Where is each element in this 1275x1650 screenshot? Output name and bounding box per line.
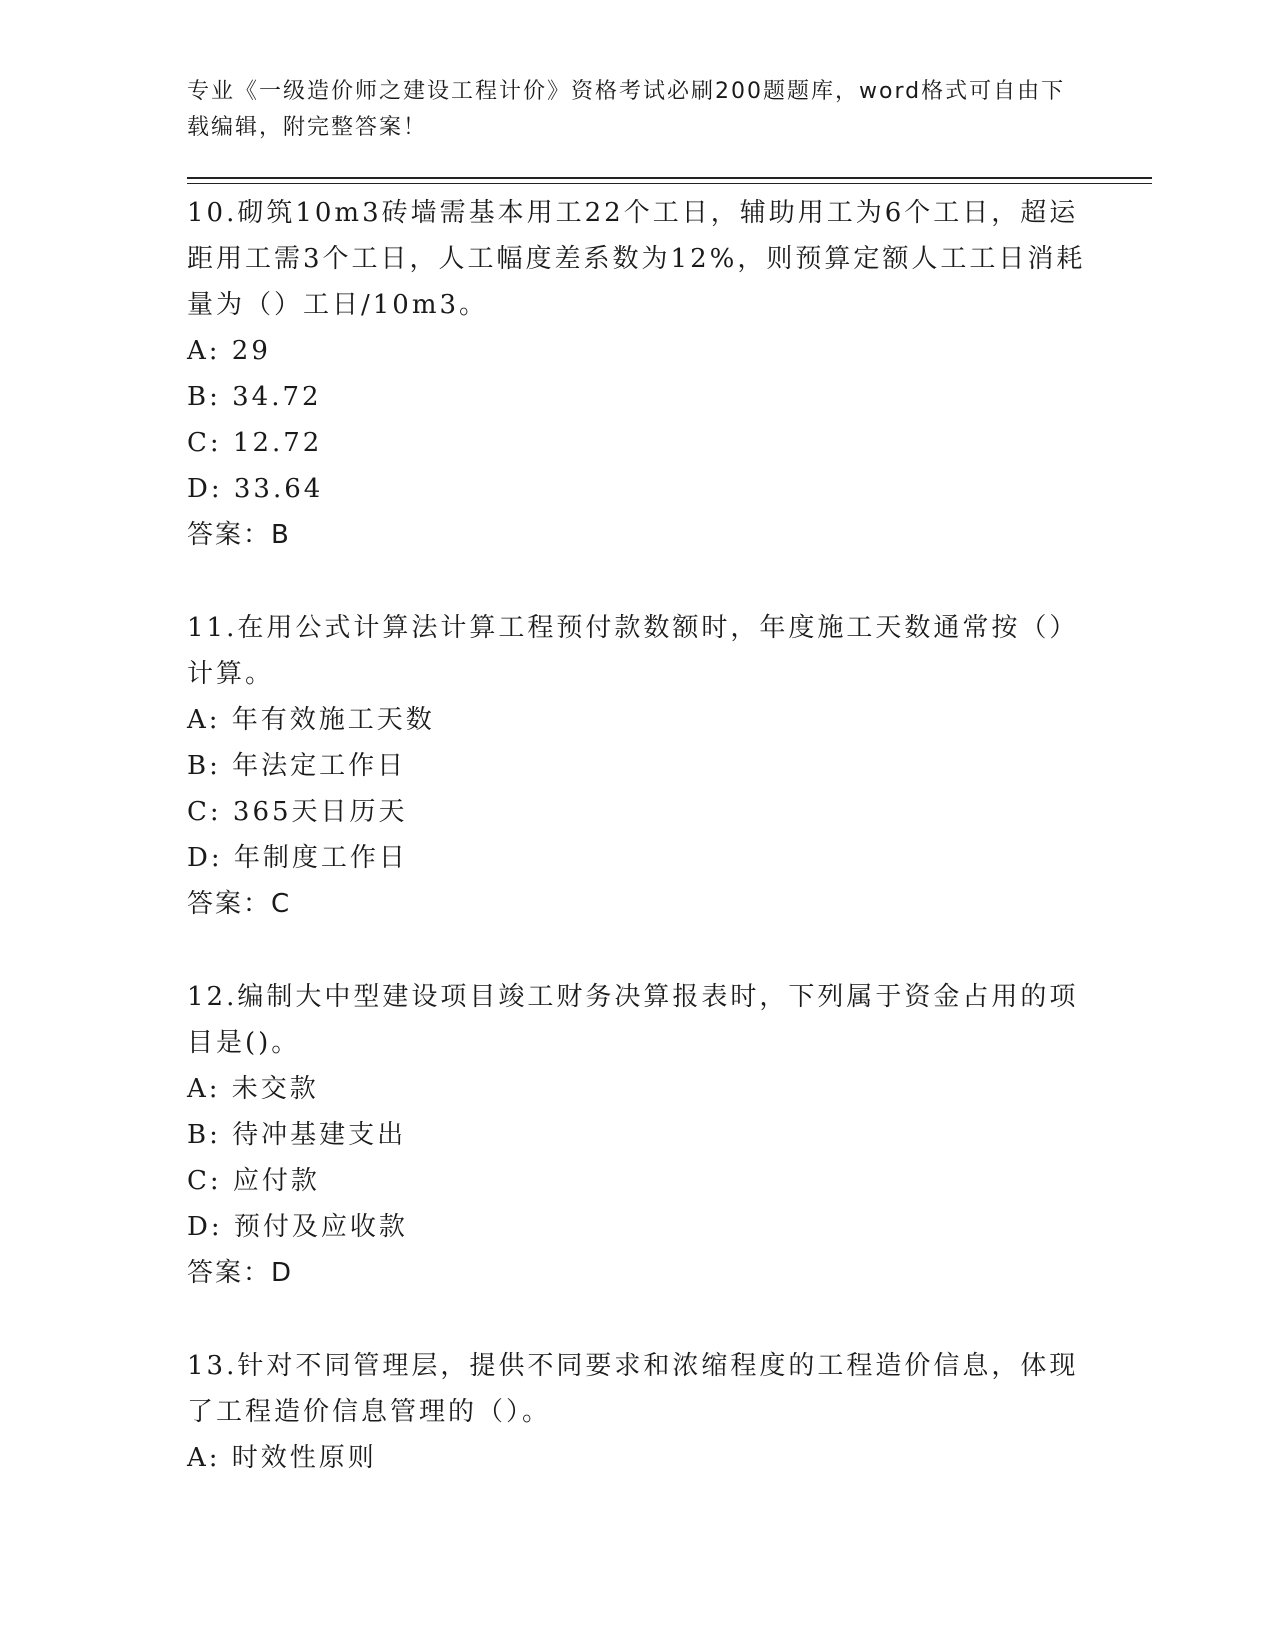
option-a: A: 29 [187,336,271,366]
option-c: C: 12.72 [187,428,323,458]
question-12 [187,974,1087,1296]
question-stem: 10.砌筑10m3砖墙需基本用工22个工日，辅助用工为6个工日，超运距用工需3个工日，人工幅度差系数为12%，则预算定额人工工日消耗量为（）工日/10m3。 [187,198,1086,320]
option-c: C: 365天日历天 [187,797,408,827]
option-a: A: 未交款 [187,1074,319,1104]
answer-line: 答案：C [187,889,292,919]
question-11 [187,605,1087,927]
option-d: D: 预付及应收款 [187,1212,408,1242]
question-stem: 11.在用公式计算法计算工程预付款数额时，年度施工天数通常按（）计算。 [187,613,1079,689]
question-10 [187,190,1087,558]
question-list [187,190,1087,1528]
answer-line: 答案：B [187,520,291,550]
header-divider [187,177,1152,179]
question-13 [187,1343,1087,1481]
option-c: C: 应付款 [187,1166,320,1196]
document-header: 专业《一级造价师之建设工程计价》资格考试必刷200题题库，word格式可自由下载编辑，附完整答案！ [187,79,1066,140]
option-a: A: 年有效施工天数 [187,705,435,735]
option-b: B: 待冲基建支出 [187,1120,407,1150]
option-b: B: 年法定工作日 [187,751,407,781]
header-divider-thin [187,183,1152,184]
question-stem: 12.编制大中型建设项目竣工财务决算报表时，下列属于资金占用的项目是()。 [187,982,1079,1058]
answer-line: 答案：D [187,1258,294,1288]
option-d: D: 年制度工作日 [187,843,408,873]
option-d: D: 33.64 [187,474,324,504]
option-b: B: 34.72 [187,382,322,412]
option-a: A: 时效性原则 [187,1443,377,1473]
question-stem: 13.针对不同管理层，提供不同要求和浓缩程度的工程造价信息，体现了工程造价信息管理的（）。 [187,1351,1079,1427]
